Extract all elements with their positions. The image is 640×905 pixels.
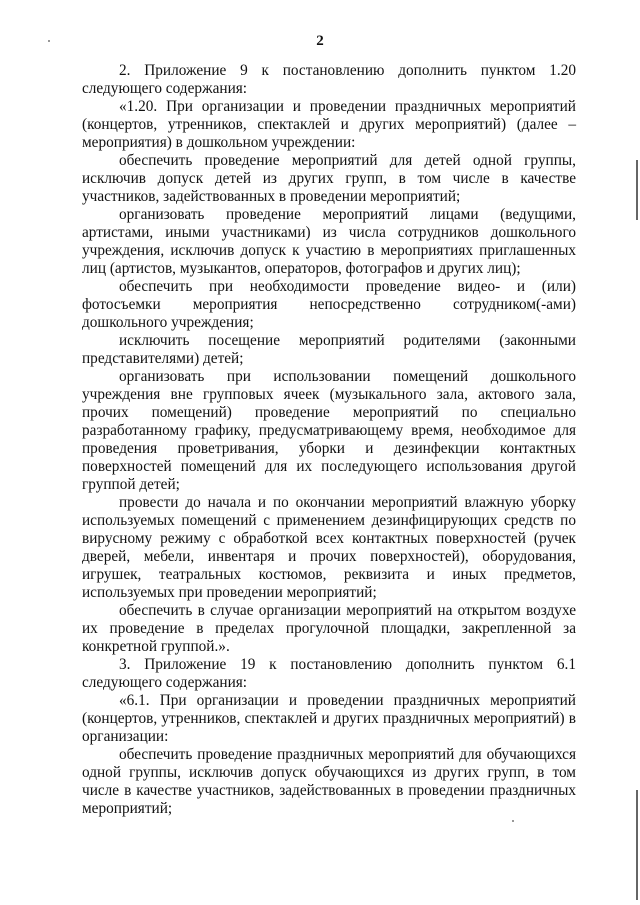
paragraph-point-6-1-intro: «6.1. При организации и проведении праздничных мероприятий (концертов, утренников, спектаклей и других праздничных мероприятий) в организации: bbox=[82, 692, 576, 745]
scan-edge-mark bbox=[636, 790, 638, 900]
document-body bbox=[82, 62, 576, 818]
paragraph-no-parents: исключить посещение мероприятий родителями (законными представителями) детей; bbox=[82, 332, 576, 367]
paragraph-one-group-students: обеспечить проведение праздничных мероприятий для обучающихся одной группы, исключив допуск обучающихся из других групп, в том числе в качестве участников, задействованных в проведении праздничных мероприятий; bbox=[82, 746, 576, 817]
paragraph-photo-video: обеспечить при необходимости проведение видео- и (или) фотосъемки мероприятия непосредственно сотрудником(-ами) дошкольного учреждения; bbox=[82, 278, 576, 331]
scan-speck bbox=[512, 820, 514, 822]
page-number: 2 bbox=[316, 33, 324, 49]
paragraph-item-2: 2. Приложение 9 к постановлению дополнить пунктом 1.20 следующего содержания: bbox=[82, 62, 576, 97]
scan-edge-mark bbox=[636, 160, 638, 220]
paragraph-schedule: организовать при использовании помещений дошкольного учреждения вне групповых ячеек (музыкального зала, актового зала, прочих помещений) проведение мероприятий по специально разработанному графику, предусматривающему время, необходимое для проведения проветривания, уборки и дезинфекции контактных поверхностей помещений для их последующего использования другой группой детей; bbox=[82, 368, 576, 493]
paragraph-item-3: 3. Приложение 19 к постановлению дополнить пунктом 6.1 следующего содержания: bbox=[82, 656, 576, 691]
scan-speck bbox=[48, 40, 50, 42]
paragraph-staff-only: организовать проведение мероприятий лицами (ведущими, артистами, иными участниками) из числа сотрудников дошкольного учреждения, исключив допуск к участию в мероприятиях приглашенных лиц (артистов, музыкантов, операторов, фотографов и других лиц); bbox=[82, 206, 576, 277]
paragraph-one-group: обеспечить проведение мероприятий для детей одной группы, исключив допуск детей из других групп, в том числе в качестве участников, задействованных в проведении мероприятий; bbox=[82, 152, 576, 205]
paragraph-cleaning: провести до начала и по окончании мероприятий влажную уборку используемых помещений с применением дезинфицирующих средств по вирусному режиму с обработкой всех контактных поверхностей (ручек дверей, мебели, инвентаря и прочих поверхностей), оборудования, игрушек, театральных костюмов, реквизита и иных предметов, используемых при проведении мероприятий; bbox=[82, 494, 576, 601]
paragraph-point-1-20-intro: «1.20. При организации и проведении праздничных мероприятий (концертов, утренников, спектаклей и других мероприятий) (далее – мероприятия) в дошкольном учреждении: bbox=[82, 98, 576, 151]
paragraph-outdoor: обеспечить в случае организации мероприятий на открытом воздухе их проведение в пределах прогулочной площадки, закрепленной за конкретной группой.». bbox=[82, 602, 576, 655]
